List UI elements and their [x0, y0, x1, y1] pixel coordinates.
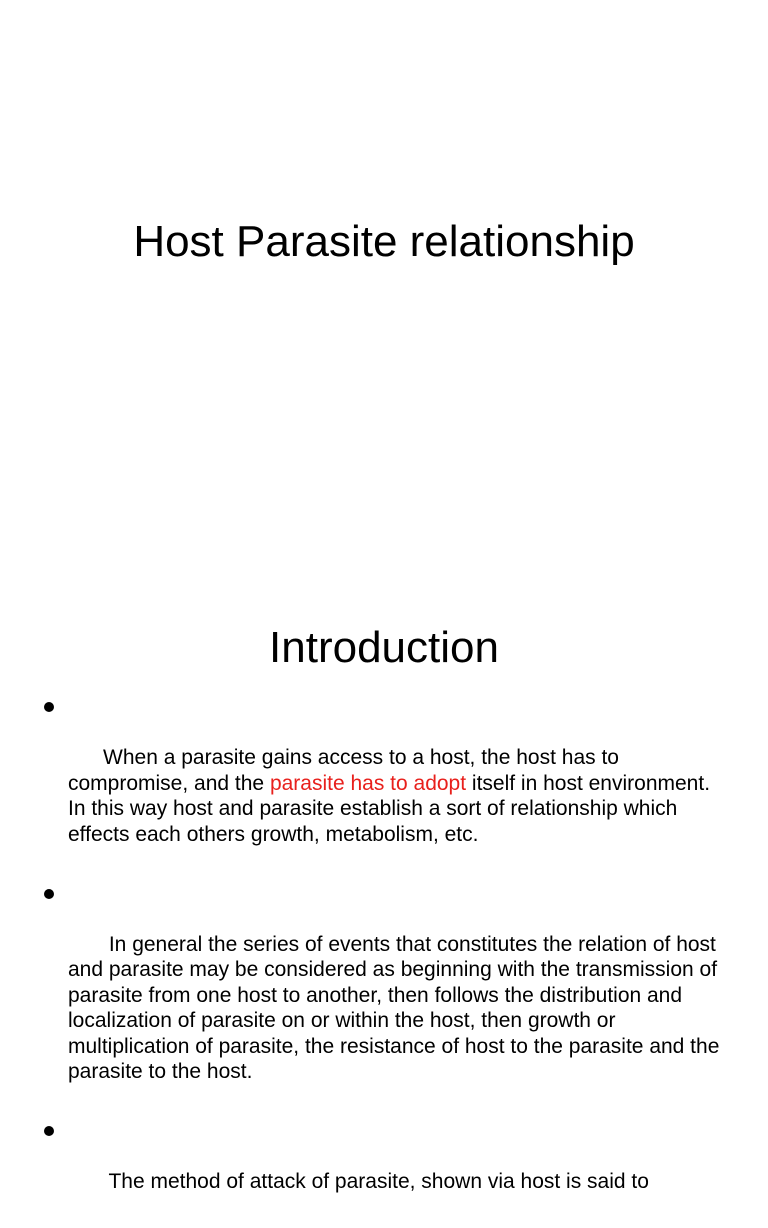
bullet-dot-icon [44, 889, 54, 899]
bullet-text: The method of attack of parasite, shown via host is said to [103, 1170, 649, 1193]
bullet-dot-icon [44, 702, 54, 712]
highlighted-phrase: parasite has to adopt [269, 771, 467, 795]
bullet-text-start: When a parasite gains access to a host, the host has to compromise, and the [68, 746, 625, 795]
slide-title: Host Parasite relationship [133, 217, 635, 266]
bullet-item [0, 694, 768, 873]
section-heading-introduction: Introduction [269, 623, 499, 672]
bullet-item [0, 1118, 768, 1220]
bullet-list [0, 694, 768, 1228]
bullet-item [0, 881, 768, 1111]
bullet-text: In general the series of events that constitutes the relation of host and parasite may be considered as beginning with the transmission of parasite from one host to another, then follows the distribution and localization of parasite on or within the host, then growth or multiplication of parasite, the resistance of host to the parasite and the parasite to the host. [68, 932, 726, 1083]
bullet-dot-icon [44, 1126, 54, 1136]
bullet-text-end: itself in host environment. In this way host and parasite establish a sort of relationship which effects each others growth, metabolism, etc. [68, 771, 716, 846]
